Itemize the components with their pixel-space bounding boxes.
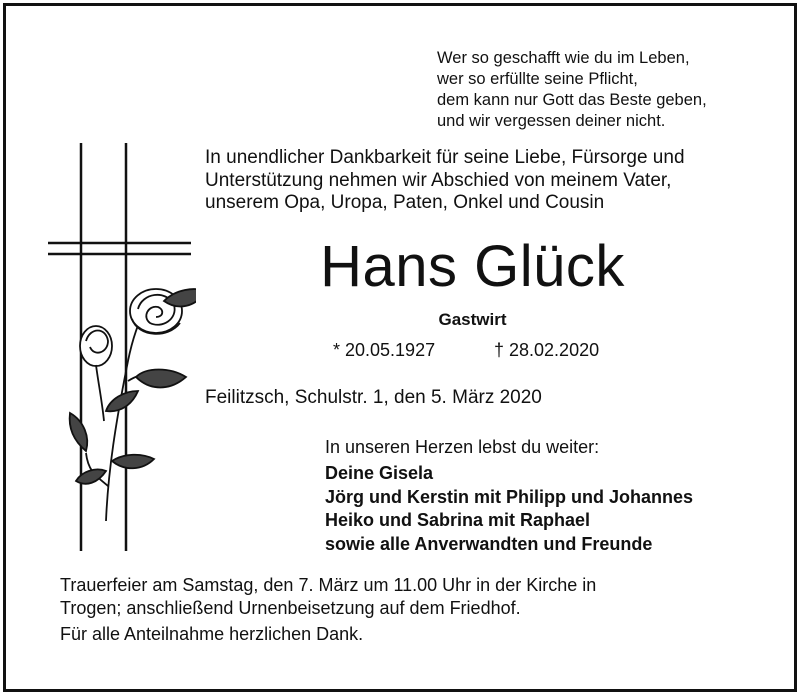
intro-line: Unterstützung nehmen wir Abschied von meinem Vater, xyxy=(205,169,672,191)
thanks-text: Für alle Anteilnahme herzlichen Dank. xyxy=(60,624,364,644)
poem-line: Wer so geschafft wie du im Leben, xyxy=(437,49,690,67)
rose-icon xyxy=(70,289,196,521)
poem-line: wer so erfüllte seine Pflicht, xyxy=(437,70,638,88)
birth-date: * 20.05.1927 xyxy=(333,340,436,360)
deceased-name: Hans Glück xyxy=(320,234,625,299)
poem xyxy=(437,48,707,132)
mourner-line: Heiko und Sabrina mit Raphael xyxy=(325,510,591,530)
mourners-list xyxy=(325,462,693,556)
mourner-line: Deine Gisela xyxy=(325,463,434,483)
place-date: Feilitzsch, Schulstr. 1, den 5. März 2020 xyxy=(205,387,542,408)
service-info xyxy=(60,574,596,620)
intro-line: unserem Opa, Uropa, Paten, Onkel und Cousin xyxy=(205,192,605,213)
deceased-occupation: Gastwirt xyxy=(438,310,507,329)
mourners-intro: In unseren Herzen lebst du weiter: xyxy=(325,437,600,457)
intro-line: In unendlicher Dankbarkeit für seine Liebe, Fürsorge und xyxy=(205,147,685,168)
service-line: Trauerfeier am Samstag, den 7. März um 11.00 Uhr in der Kirche in xyxy=(60,575,597,595)
mourner-line: Jörg und Kerstin mit Philipp und Johannes xyxy=(325,486,694,507)
poem-line: und wir vergessen deiner nicht. xyxy=(437,112,666,130)
mourner-line: sowie alle Anverwandten und Freunde xyxy=(325,533,653,554)
intro-text xyxy=(205,147,685,215)
service-line: Trogen; anschließend Urnenbeisetzung auf dem Friedhof. xyxy=(60,598,521,618)
death-date: † 28.02.2020 xyxy=(494,340,600,360)
cross-icon xyxy=(46,141,196,561)
poem-line: dem kann nur Gott das Beste geben, xyxy=(437,91,707,109)
